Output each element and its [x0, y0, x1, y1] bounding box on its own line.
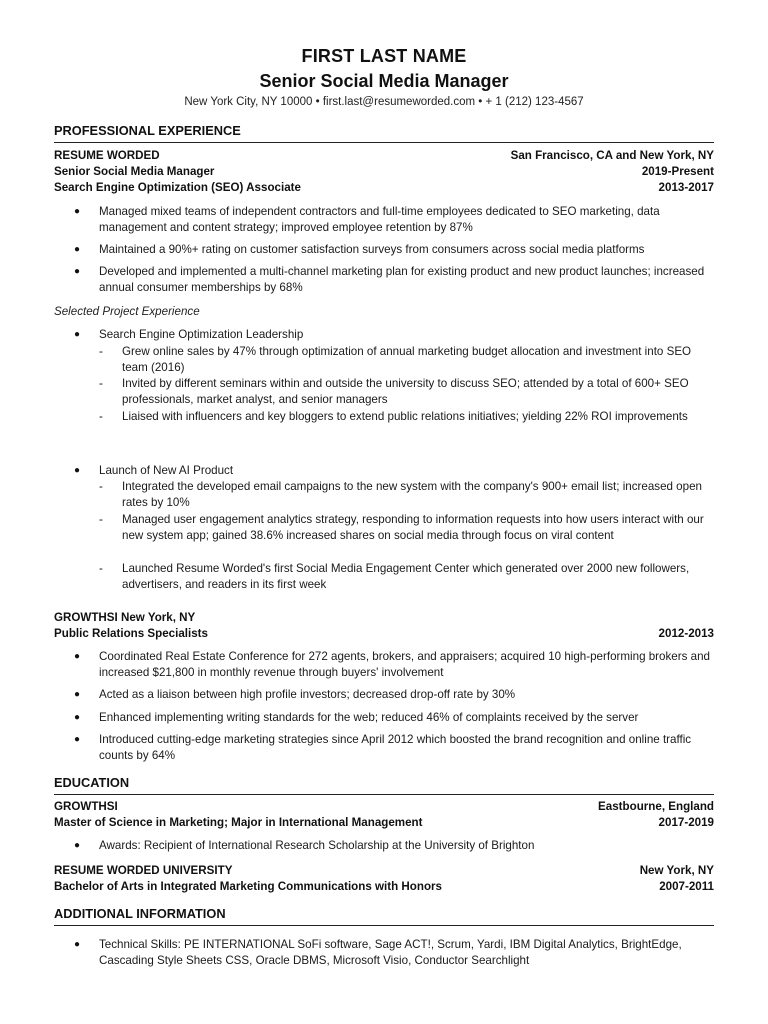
- list-item: Enhanced implementing writing standards for the web; reduced 46% of complaints received by the server: [99, 711, 639, 724]
- list-item: Invited by different seminars within and outside the university to discuss SEO; attended by a total of 600+ SEO professionals, market analyst, and senior managers: [122, 377, 689, 407]
- company-name: RESUME WORDED: [54, 149, 160, 162]
- list-item: Coordinated Real Estate Conference for 272 agents, brokers, and appraisers; acquired 10 high-performing brokers and increased $21,800 in monthly revenue through buyers' involvement: [99, 650, 710, 680]
- school-location: New York, NY: [639, 864, 714, 877]
- section-divider: [54, 794, 714, 795]
- dash-icon: -: [99, 345, 103, 358]
- bullet-icon: ●: [74, 266, 81, 277]
- list-item: Awards: Recipient of International Research Scholarship at the University of Brighton: [99, 839, 535, 852]
- school-header: [54, 800, 714, 814]
- bullet-icon: ●: [74, 939, 81, 950]
- bullet-icon: ●: [74, 840, 81, 851]
- bullet-icon: ●: [74, 244, 81, 255]
- degree-row: [54, 880, 714, 894]
- school-name: RESUME WORDED UNIVERSITY: [54, 864, 233, 877]
- degree-dates: 2007-2011: [659, 880, 714, 893]
- dash-icon: -: [99, 513, 103, 526]
- company-name: GROWTHSI New York, NY: [54, 611, 196, 624]
- section-title-experience: PROFESSIONAL EXPERIENCE: [54, 123, 241, 138]
- list-item: Introduced cutting-edge marketing strategies since April 2012 which boosted the brand recognition and online traffic counts by 64%: [99, 733, 692, 763]
- school-location: Eastbourne, England: [598, 800, 714, 813]
- school-name: GROWTHSI: [54, 800, 118, 813]
- projects-label: Selected Project Experience: [54, 305, 200, 318]
- contact-line: New York City, NY 10000 • first.last@resumeworded.com • + 1 (212) 123-4567: [184, 96, 584, 108]
- list-item: Acted as a liaison between high profile investors; decreased drop-off rate by 30%: [99, 688, 516, 701]
- job-location: San Francisco, CA and New York, NY: [510, 149, 714, 162]
- dash-icon: -: [99, 562, 103, 575]
- project-title: Search Engine Optimization Leadership: [99, 328, 304, 341]
- role-row: [54, 627, 714, 641]
- bullet-icon: ●: [74, 206, 81, 217]
- list-item: Technical Skills: PE INTERNATIONAL SoFi software, Sage ACT!, Scrum, Yardi, IBM Digital Analytics, BrightEdge, Cascading Style Sheets CSS, Oracle DBMS, Microsoft Visio, Conductor Searchlight: [99, 938, 682, 968]
- degree-dates: 2017-2019: [658, 816, 714, 829]
- role-dates: 2012-2013: [658, 627, 714, 640]
- degree-row: [54, 816, 714, 830]
- role-dates: 2019-Present: [641, 165, 714, 178]
- dash-icon: -: [99, 410, 103, 423]
- bullet-icon: ●: [74, 329, 81, 340]
- role-title: Public Relations Specialists: [54, 627, 208, 640]
- degree-title: Master of Science in Marketing; Major in International Management: [54, 816, 423, 829]
- job-header: [54, 611, 714, 625]
- section-divider: [54, 142, 714, 143]
- list-item: Maintained a 90%+ rating on customer satisfaction surveys from consumers across social media platforms: [99, 243, 645, 256]
- role-row: [54, 165, 714, 179]
- list-item: Grew online sales by 47% through optimization of annual marketing budget allocation and investment into SEO team (2016): [122, 345, 692, 375]
- list-item: Integrated the developed email campaigns to the new system with the company's 900+ email list; increased open rates by 10%: [122, 480, 702, 510]
- list-item: Managed mixed teams of independent contractors and full-time employees dedicated to SEO marketing, data management and content strategy; improved employee retention by 87%: [99, 205, 660, 235]
- bullet-icon: ●: [74, 712, 81, 723]
- section-divider: [54, 925, 714, 926]
- role-dates: 2013-2017: [658, 181, 714, 194]
- role-title: Search Engine Optimization (SEO) Associate: [54, 181, 301, 194]
- degree-title: Bachelor of Arts in Integrated Marketing Communications with Honors: [54, 880, 442, 893]
- dash-icon: -: [99, 377, 103, 390]
- bullet-icon: ●: [74, 689, 81, 700]
- candidate-name: FIRST LAST NAME: [301, 46, 467, 66]
- list-item: Developed and implemented a multi-channel marketing plan for existing product and new product launches; increased annual consumer memberships by 68%: [99, 265, 705, 295]
- bullet-icon: ●: [74, 651, 81, 662]
- bullet-icon: ●: [74, 734, 81, 745]
- list-item: Managed user engagement analytics strategy, responding to information requests into how users interact with our new system app; gained 38.6% increased shares on social media through focus on viral content: [122, 513, 704, 543]
- candidate-title: Senior Social Media Manager: [259, 71, 509, 91]
- list-item: Launched Resume Worded's first Social Media Engagement Center which generated over 2000 new followers, advertisers, and readers in its first week: [122, 562, 690, 592]
- job-header: [54, 149, 714, 163]
- role-row: [54, 181, 714, 195]
- section-title-additional: ADDITIONAL INFORMATION: [54, 906, 226, 921]
- role-title: Senior Social Media Manager: [54, 165, 215, 178]
- project-title: Launch of New AI Product: [99, 464, 234, 477]
- school-header: [54, 864, 714, 878]
- section-title-education: EDUCATION: [54, 775, 130, 790]
- list-item: Liaised with influencers and key bloggers to extend public relations initiatives; yielding 22% ROI improvements: [122, 410, 688, 423]
- bullet-icon: ●: [74, 465, 81, 476]
- dash-icon: -: [99, 480, 103, 493]
